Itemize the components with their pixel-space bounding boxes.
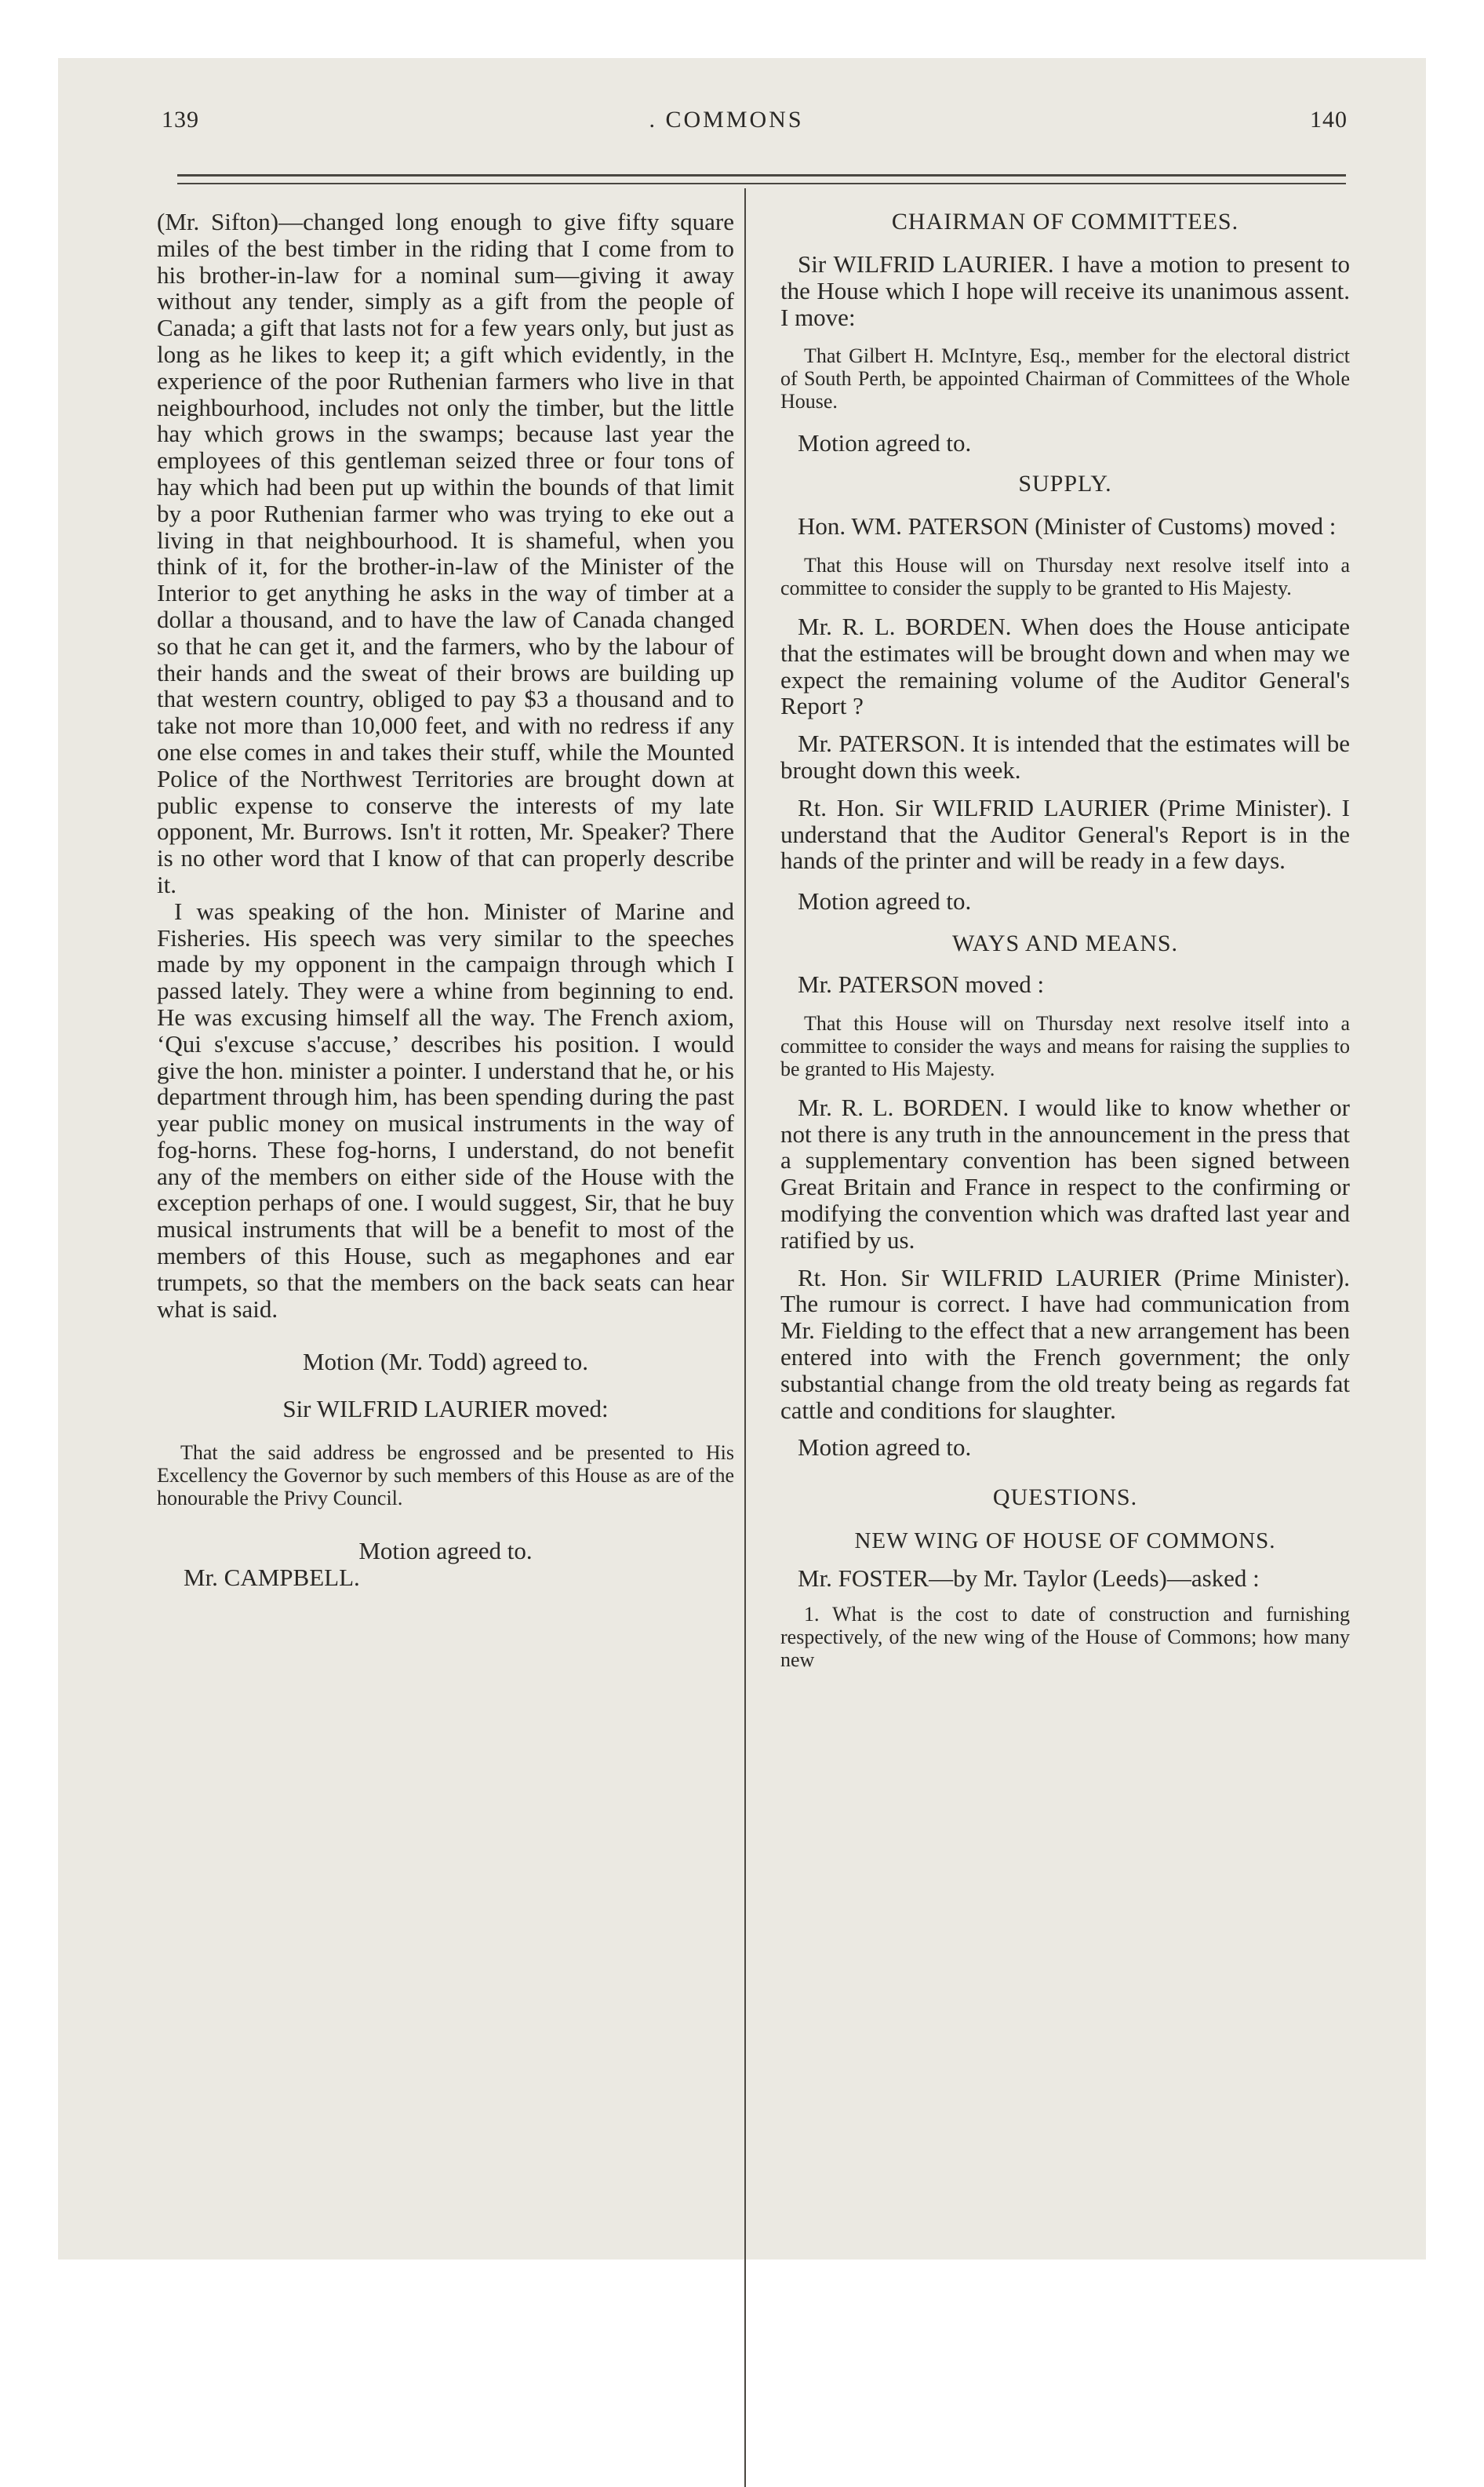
- left-column: [157, 209, 734, 1591]
- paragraph: Sir WILFRID LAURIER. I have a motion to present to the House which I hope will receive its unanimous assent. I move:: [780, 250, 1350, 331]
- paragraph: Rt. Hon. Sir WILFRID LAURIER (Prime Minister). The rumour is correct. I have had communication from Mr. Fielding to the effect that a new arrangement has been entered into with the French government; the only substantial change from the old treaty being as regards fat cattle and conditions for slaughter.: [780, 1263, 1350, 1424]
- speaker-line: Mr. PATERSON moved :: [798, 970, 1045, 998]
- section-heading: CHAIRMAN OF COMMITTEES.: [891, 209, 1239, 235]
- quoted-motion: That this House will on Thursday next resolve itself into a committee to consider the supply to be granted to His Majesty.: [780, 553, 1350, 599]
- motion-line: Motion agreed to.: [798, 1433, 972, 1462]
- page-header: [105, 107, 1348, 154]
- header-rule: [177, 174, 1346, 177]
- right-column: [780, 209, 1350, 1671]
- quoted-motion: That this House will on Thursday next resolve itself into a committee to consider the ways and means for raising the supplies to be granted to His Majesty.: [780, 1011, 1350, 1080]
- paragraph: Mr. FOSTER—by Mr. Taylor (Leeds)—asked :: [798, 1564, 1260, 1593]
- paragraph: Mr. R. L. BORDEN. When does the House anticipate that the estimates will be brought down and when may we expect the remaining volume of the Auditor General's Report ?: [780, 612, 1350, 720]
- quoted-motion: That the said address be engrossed and be presented to His Excellency the Governor by such members of this House as are of the honourable the Privy Council.: [157, 1441, 734, 1510]
- column-divider: [744, 188, 746, 2487]
- speaker-line: Sir WILFRID LAURIER moved:: [282, 1395, 609, 1423]
- paragraph: (Mr. Sifton)—changed long enough to give fifty square miles of the best timber in the riding that I come from to his brother-in-law for a nominal sum—giving it away without any tender, simply as a gift from the people of Canada; a gift that lasts not for a few years only, but just as long as he likes to keep it; a gift which evidently, in the experience of the poor Ruthenian farmers who live in that neighbourhood, includes not only the timber, but the little hay which grows in the swamps; because last year the employees of this gentleman seized three or four tons of hay which had been put up within the bounds of that limit by a poor Ruthenian farmer who was trying to eke out a living in that neighbourhood. It is shameful, when you think of it, for the brother-in-law of the Minister of the Interior to get anything he asks in the way of timber at a dollar a thousand, and to have the law of Canada changed so that he can get it, and the farmers, who by the labour of their hands and the sweat of their brows are building up that western country, obliged to pay $3 a thousand and to take not more than 10,000 feet, and with no redress if any one else comes in and takes their stuff, while the Mounted Police of the Northwest Territories are brought down at public expense to conserve the interests of my late opponent, Mr. Burrows. Isn't it rotten, Mr. Speaker? There is no other word that I know of that can properly describe it.: [157, 208, 734, 898]
- question-text: 1. What is the cost to date of construction and furnishing respectively, of the new wing of the House of Commons; how many new: [780, 1602, 1350, 1671]
- subsection-heading: NEW WING OF HOUSE OF COMMONS.: [854, 1528, 1276, 1554]
- page-number-right: 140: [1310, 107, 1348, 133]
- motion-line: Motion agreed to.: [798, 887, 972, 916]
- paragraph: Mr. R. L. BORDEN. I would like to know whether or not there is any truth in the announcement in the press that a supplementary convention has been signed between Great Britain and France in respect to the confirming or modifying the convention which was drafted last year and ratified by us.: [780, 1093, 1350, 1254]
- section-heading: SUPPLY.: [1018, 471, 1112, 497]
- speaker-line: Mr. CAMPBELL.: [184, 1563, 360, 1591]
- header-rule-lower: [177, 183, 1346, 184]
- running-title: . COMMONS: [649, 107, 804, 133]
- paragraph: Rt. Hon. Sir WILFRID LAURIER (Prime Minister). I understand that the Auditor General's Report is in the hands of the printer and will be ready in a few days.: [780, 793, 1350, 875]
- quoted-motion: That Gilbert H. McIntyre, Esq., member for the electoral district of South Perth, be appointed Chairman of Committees of the Whole House.: [780, 344, 1350, 413]
- section-heading: WAYS AND MEANS.: [951, 930, 1179, 956]
- paragraph: I was speaking of the hon. Minister of Marine and Fisheries. His speech was very similar to the speeches made by my opponent in the campaign through which I passed lately. They were a whine from beginning to end. He was excusing himself all the way. The French axiom, ‘Qui s'excuse s'accuse,’ describes his position. I would give the hon. minister a pointer. I understand that he, or his department through him, has been spending during the past year public money on musical instruments in the way of fog-horns. These fog-horns, I understand, do not benefit any of the members on either side of the House with the exception perhaps of one. I would suggest, Sir, that he buy musical instruments that will be a benefit to most of the members of this House, such as megaphones and ear trumpets, so that the members on the back seats can hear what is said.: [157, 897, 734, 1323]
- motion-line: Motion agreed to.: [798, 429, 972, 457]
- paragraph: Hon. WM. PATERSON (Minister of Customs) moved :: [798, 512, 1337, 541]
- section-heading: QUESTIONS.: [992, 1484, 1138, 1511]
- motion-line: Motion agreed to.: [358, 1537, 533, 1565]
- motion-line: Motion (Mr. Todd) agreed to.: [302, 1348, 589, 1376]
- paragraph: Mr. PATERSON. It is intended that the estimates will be brought down this week.: [780, 730, 1350, 784]
- page-number-left: 139: [162, 107, 199, 133]
